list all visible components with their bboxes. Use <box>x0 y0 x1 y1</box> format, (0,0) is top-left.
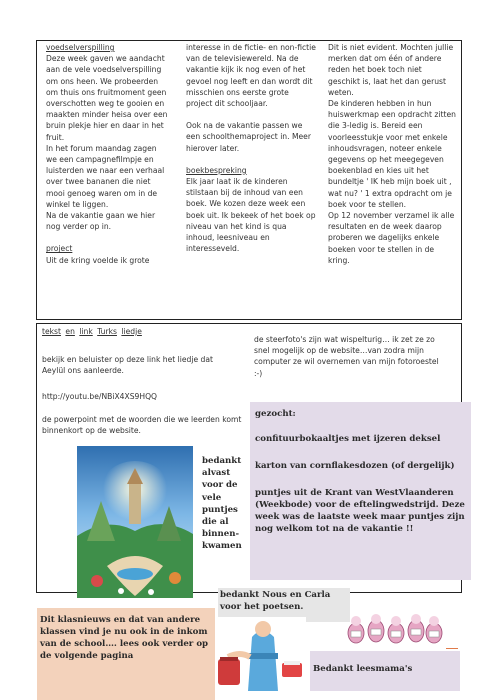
turks-heading <box>42 326 242 337</box>
cleaning-person-icon <box>218 617 306 691</box>
wanted-item-points: puntjes uit de Krant van WestVlaanderen (Weekbode) voor de eftelingwedstrijd. Deze week was de laatste week maar puntjes zijn nog welkom tot na de vakantie !! <box>255 488 465 534</box>
wanted-item-cardboard: karton van cornflakesdozen (of dergelijk) <box>255 461 455 471</box>
fantasy-book-illustration <box>77 446 193 598</box>
heading-voedselverspilling: voedselverspilling <box>46 43 115 52</box>
turks-text-2: de powerpoint met de woorden die we leerden komt binnenkort op de website. <box>42 415 242 436</box>
heading-word-tekst: tekst <box>42 327 61 336</box>
fantasy-world-icon <box>77 446 193 598</box>
col3-paragraph-2: De kinderen hebben in hun huiswerkmap een opdracht zitten die 3-ledig is. Bereid een voorleesstukje voor met enkele inhoudsvragen, noteer enkele gegevens op het meegegeven boekenblad en kies uit het bundeltje ' IK heb mijn boek uit , wat nu? ' 1 extra opdracht om je boek voor te stellen. <box>328 99 456 209</box>
col1-paragraph-2: In het forum maandag zagen we een campagnefilmpje en luisterden we naar een verhaal over twee bananen die niet mooi genoeg waren om in de winkel te liggen. <box>46 143 165 209</box>
photo-note: de steerfoto's zijn wat wispelturig… ik zet ze zo snel mogelijk op de website…van zodra mijn computer ze wil overnemen van mijn fotoroestel :-) <box>254 335 439 378</box>
thanks-points-text: bedankt alvast voor de vele puntjes die al binnen-kwamen <box>202 456 242 552</box>
turks-text-1: bekijk en beluister op deze link het liedje dat Aeylül ons aanleerde. <box>42 355 214 376</box>
cleaning-illustration <box>218 617 306 691</box>
col1-paragraph-3: Na de vakantie gaan we hier nog verder op in. <box>46 211 156 232</box>
col3-paragraph-3: Op 12 november verzamel ik alle resultaten en de week daarop proberen we dagelijks enkele boeken voor te stellen in de kring. <box>328 211 455 265</box>
footer-note-text: Dit klasnieuws en dat van andere klassen vind je nu ook in de inkom van de school…. lees ook verder op de volgende pagina <box>40 615 209 661</box>
heading-word-en: en <box>65 327 75 336</box>
heading-word-turks: Turks <box>97 327 117 336</box>
reading-mothers-icon <box>346 611 444 647</box>
heading-project: project <box>46 244 73 254</box>
col1-paragraph-4: Uit de kring voelde ik grote <box>46 255 150 265</box>
col2-paragraph-1: interesse in de fictie- en non-fictie van de televisiewereld. Na de vakantie kijk ik nog even of het gevoel nog leeft en dan wordt dit misschien ons eerste grote project dit schooljaar. <box>186 43 316 109</box>
col3-paragraph-1: Dit is niet evident. Mochten jullie merken dat om één of andere reden het boek toch niet geschikt is, laat het dan gerust weten. <box>328 43 454 97</box>
top-column-3 <box>328 42 456 266</box>
heading-word-liedje: liedje <box>121 327 142 336</box>
col2-paragraph-3: Elk jaar laat ik de kinderen stilstaan bij de inhoud van een boek. We kozen deze week een boek uit. Ik bekeek of het boek op niveau van het kind is qua inhoud, leesniveau en interesseveld. <box>186 177 316 254</box>
decorative-dash <box>446 648 458 649</box>
wanted-item-jars: confituurbokaaltjes met ijzeren deksel <box>255 434 441 444</box>
col1-paragraph-1: Deze week gaven we aandacht aan de vele voedselverspilling om ons heen. We probeerden om thuis ons fruitmoment geen overschotten weg te gooien en maakten minder heisa over een bruin plekje hier en daar in het fruit. <box>46 54 168 142</box>
wanted-title: gezocht: <box>255 409 296 419</box>
top-column-2 <box>186 42 316 254</box>
thanks-cleaning-text: bedankt Nous en Carla voor het poetsen. <box>220 590 331 612</box>
col2-paragraph-2: Ook na de vakantie passen we een schoolthemaproject in. Meer hierover later. <box>186 121 311 153</box>
readers-illustration <box>346 611 444 647</box>
heading-word-link: link <box>79 327 93 336</box>
thanks-readers-text: Bedankt leesmama's <box>313 664 413 674</box>
heading-boekbespreking: boekbespreking <box>186 165 247 175</box>
youtube-link[interactable]: http://youtu.be/NBiX4XS9HQQ <box>42 392 158 401</box>
top-column-1 <box>46 42 168 266</box>
